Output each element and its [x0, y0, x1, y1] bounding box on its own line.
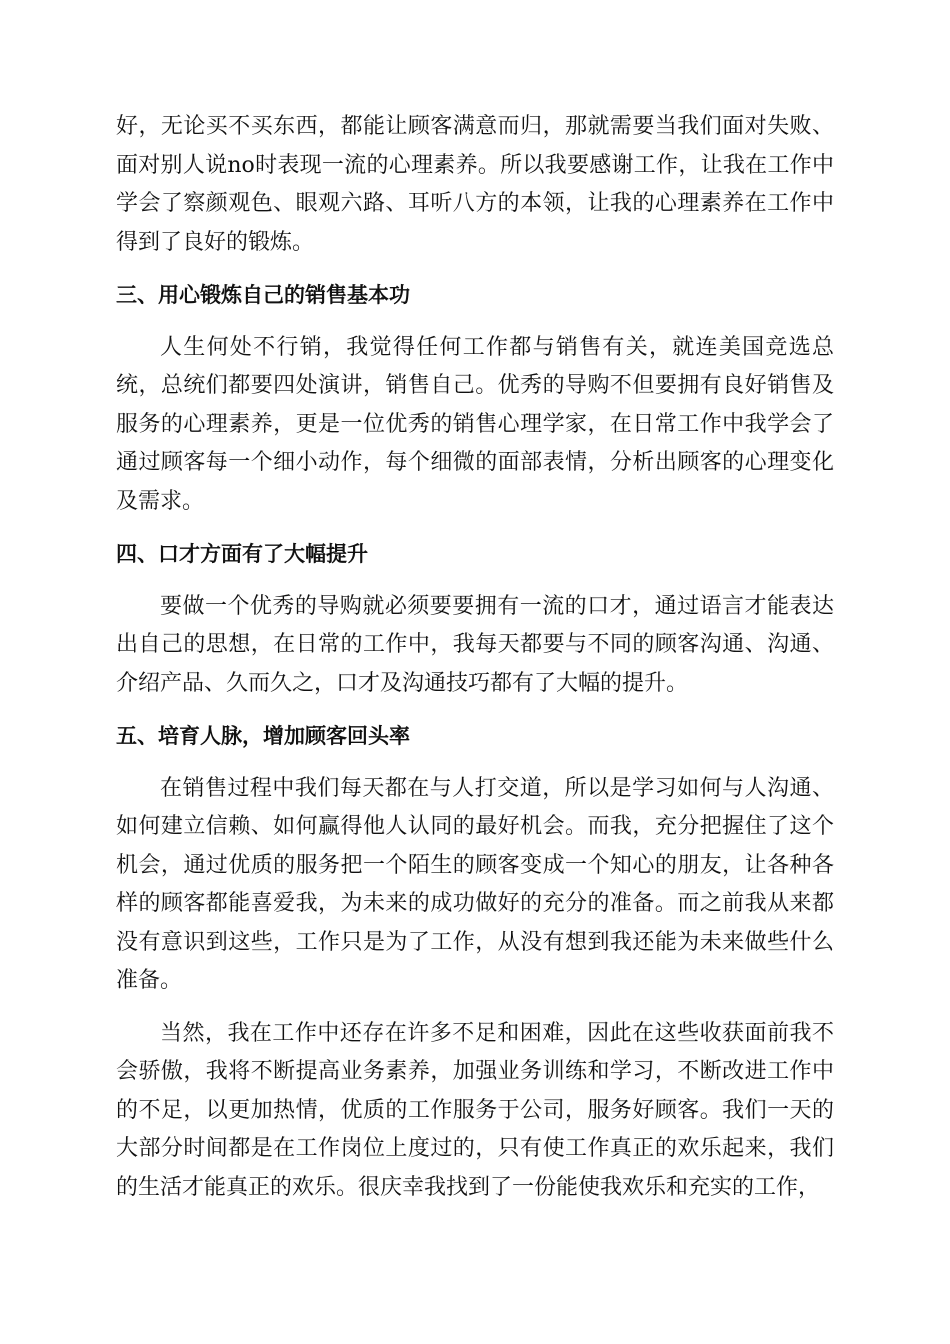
section-heading-4: 四、口才方面有了大幅提升	[116, 542, 368, 566]
section-heading-3: 三、用心锻炼自己的销售基本功	[116, 283, 410, 307]
paragraph-section-3: 人生何处不行销，我觉得任何工作都与销售有关，就连美国竞选总统，总统们都要四处演讲，销售自己。优秀的导购不但要拥有良好销售及服务的心理素养，更是一位优秀的销售心理学家，在日常工作中我学会了通过顾客每一个细小动作，每个细微的面部表情，分析出顾客的心理变化及需求。	[116, 334, 834, 514]
section-heading-5: 五、培育人脉，增加顾客回头率	[116, 724, 410, 748]
paragraph-section-5: 在销售过程中我们每天都在与人打交道，所以是学习如何与人沟通、如何建立信赖、如何赢得他人认同的最好机会。而我，充分把握住了这个机会，通过优质的服务把一个陌生的顾客变成一个知心的朋友，让各种各样的顾客都能喜爱我，为未来的成功做好的充分的准备。而之前我从来都没有意识到这些，工作只是为了工作，从没有想到我还能为未来做些什么准备。	[116, 775, 834, 993]
paragraph-conclusion: 当然，我在工作中还存在许多不足和困难，因此在这些收获面前我不会骄傲，我将不断提高业务素养，加强业务训练和学习，不断改进工作中的不足，以更加热情，优质的工作服务于公司，服务好顾客。我们一天的大部分时间都是在工作岗位上度过的，只有使工作真正的欢乐起来，我们的生活才能真正的欢乐。很庆幸我找到了一份能使我欢乐和充实的工作，	[116, 1020, 834, 1200]
paragraph-section-4: 要做一个优秀的导购就必须要要拥有一流的口才，通过语言才能表达出自己的思想，在日常的工作中，我每天都要与不同的顾客沟通、沟通、介绍产品、久而久之，口才及沟通技巧都有了大幅的提升。	[116, 593, 834, 696]
paragraph-intro: 好，无论买不买东西，都能让顾客满意而归，那就需要当我们面对失败、面对别人说no时表现一流的心理素养。所以我要感谢工作，让我在工作中学会了察颜观色、眼观六路、耳听八方的本领，让我的心理素养在工作中得到了良好的锻炼。	[116, 114, 834, 255]
document-body	[116, 108, 834, 1207]
